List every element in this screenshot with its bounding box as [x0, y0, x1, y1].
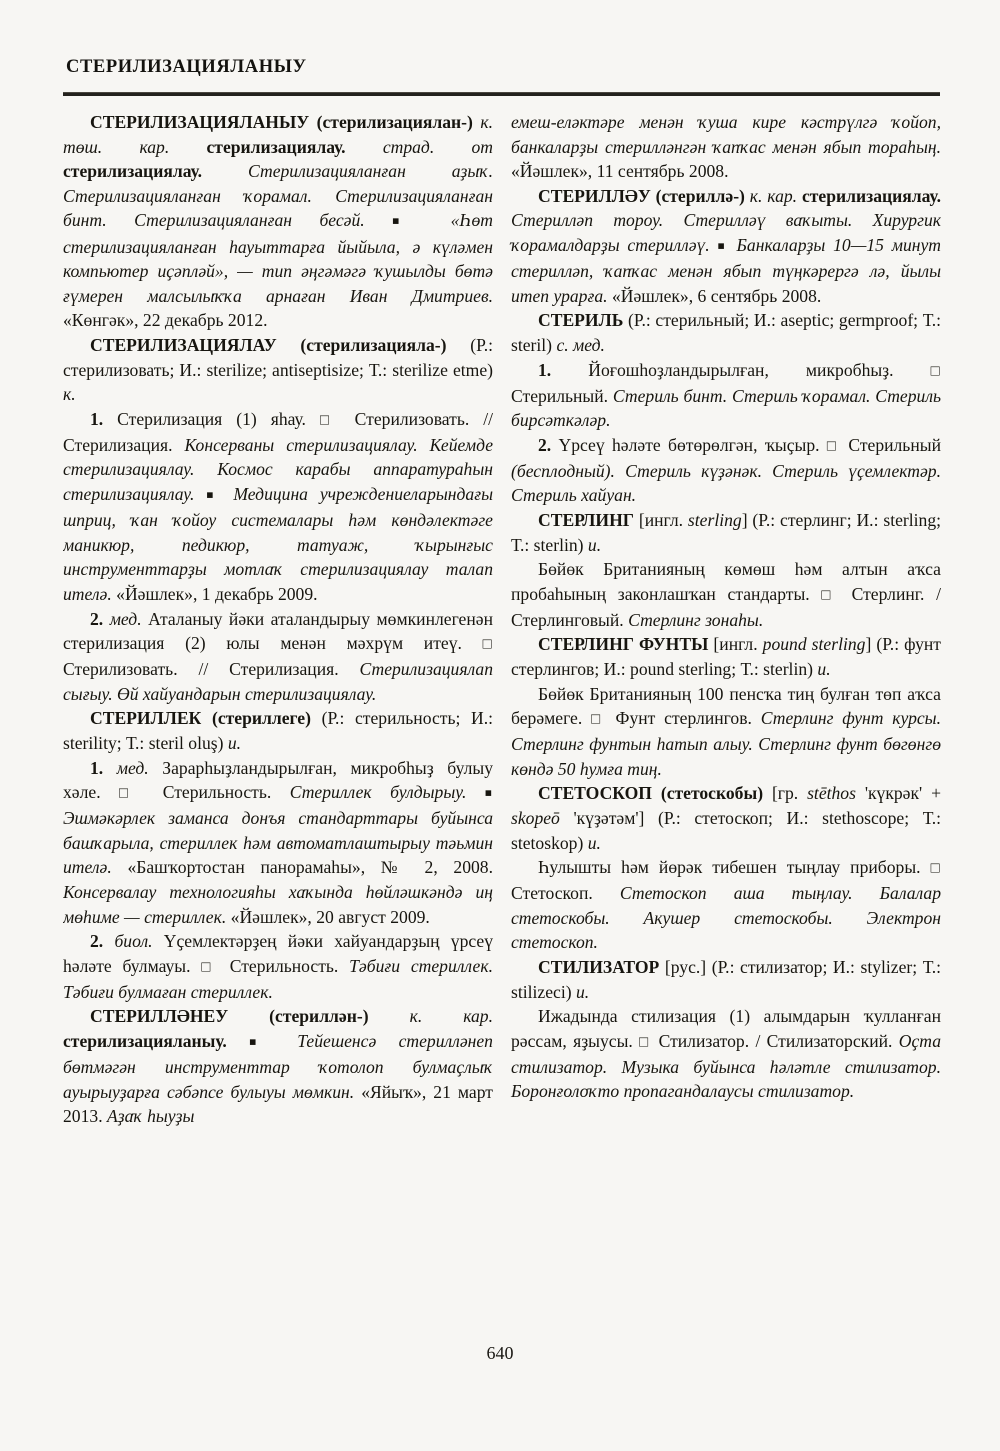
open-square-marker: □: [201, 959, 230, 976]
text-run: Медицина учреждениеларындағы шприц, ҡан ҡойоу системалары һәм көндәлектәге маникюр, педикюр, татуаж, ҡырынғыс инструменттарҙы мотлаҡ стерилизациялау талап ителә.: [63, 483, 493, 604]
text-run: Стерлинг зонаһы.: [628, 609, 764, 630]
text-run: [ингл.: [638, 509, 688, 530]
text-run: Тәбиғи стериллек. Тәбиғи булмаған стериллек.: [63, 955, 493, 1002]
text-run: stēthos: [807, 783, 865, 804]
text-run: Йоғошһоҙландырылған, микробһыҙ.: [588, 359, 931, 380]
text-run: 2.: [538, 434, 559, 455]
text-run: к.: [63, 384, 76, 405]
text-run: 2.: [90, 931, 115, 952]
text-run: sterling: [687, 509, 742, 530]
entry-paragraph: [63, 929, 493, 1004]
text-run: «Йәшлек», 11 сентябрь 2008.: [511, 161, 729, 182]
text-run: (Р.: стерилизовать; И.: sterilize; antiseptisize; Т.: sterilize etme): [63, 334, 493, 380]
open-square-marker: □: [821, 587, 852, 604]
text-run: Стерилизацияланған аҙыҡ. Стерилизацияланған ҡорамал. Стерилизацияланған бинт. Стерилизацияланған бесәй.: [63, 161, 493, 231]
entry-paragraph: [63, 1004, 493, 1129]
open-square-marker: □: [319, 412, 355, 429]
text-run: СТЕТОСКОП (стетоскобы): [538, 783, 772, 804]
text-run: Бөйөк Британияның 100 пенсҡа тиң булған төп аҡса берәмеге.: [511, 683, 941, 729]
text-run: страд. от: [382, 136, 493, 157]
text-run: (Р.: стерильность; И.: sterility; Т.: steril oluş): [63, 708, 493, 753]
text-run: Тейешенсә стерилләнеп бөтмәгән инструменттар ҡотолоп булмаҫлыҡ ауырыуҙарға сәбәпсе булыуы мөмкин.: [63, 1031, 493, 1102]
text-run: СТИЛИЗАТОР: [538, 956, 665, 977]
text-run: Үрсеү һәләте бөтөрөлгән, ҡыҫыр.: [558, 434, 827, 455]
entry-paragraph: [511, 508, 941, 557]
text-run: Стериллек булдырыу.: [289, 782, 485, 803]
text-run: (Р.: стерильный; И.: aseptic; germproof; Т.: steril): [511, 310, 941, 355]
filled-square-marker: ■: [392, 214, 451, 228]
text-run: СТЕРИЛИЗАЦИЯЛАНЫУ (стерилизациялан-): [90, 112, 481, 132]
text-run: Стерилизовать. // Стерилизация.: [63, 659, 360, 680]
open-square-marker: □: [119, 785, 163, 802]
text-run: ] (Р.: фунт стерлингов; И.: pound sterling; Т.: sterlin): [511, 634, 941, 679]
open-square-marker: □: [482, 636, 493, 653]
text-run: Стерильный.: [511, 385, 613, 406]
column-left: [63, 110, 493, 1350]
entry-paragraph: [511, 682, 941, 782]
entry-paragraph: [511, 781, 941, 855]
open-square-marker: □: [591, 711, 616, 728]
text-run: [гр.: [771, 783, 808, 804]
text-columns: [63, 110, 941, 1350]
text-run: биол.: [114, 931, 164, 952]
text-run: Консервалау технологияһы хаҡында һөйләшкәндә иң мөһиме — стериллек.: [63, 882, 493, 927]
entry-paragraph: [511, 184, 941, 309]
text-run: мед.: [116, 757, 163, 778]
text-run: «Яйыҡ», 21 март 2013.: [63, 1081, 493, 1127]
entry-paragraph: [63, 407, 493, 607]
text-run: с. мед.: [556, 334, 605, 355]
text-run: СТЕРИЛЛЕК (стериллеге): [90, 708, 322, 729]
filled-square-marker: ■: [484, 786, 493, 800]
text-run: к. кар.: [409, 1006, 493, 1027]
text-run: 'күҙәтәм'] (Р.: стетоскоп; И.: stethoscope; Т.: stetoskop): [511, 807, 941, 853]
header-divider-rule: [63, 92, 940, 96]
text-run: емеш-еләктәре менән ҡуша кире кәстрүлгә ҡойоп, банкаларҙы стерилләнгән ҡапҡас менән ябып тораһың.: [511, 112, 941, 157]
entry-paragraph: [63, 333, 493, 407]
text-run: Стерилизация (1) яһау.: [117, 408, 320, 429]
text-run: Зарарһыҙландырылған, микробһыҙ булыу хәле.: [63, 757, 494, 803]
text-run: мед.: [109, 608, 149, 629]
text-run: СТЕРИЛЛӘНЕУ (стериллән-): [90, 1006, 410, 1027]
text-run: «Көнгәк», 22 декабрь 2012.: [63, 310, 268, 331]
text-run: Стилизатор. / Стилизаторский.: [658, 1030, 899, 1051]
entry-paragraph: [511, 1004, 941, 1104]
text-run: pound sterling: [762, 634, 866, 655]
text-run: Стетоскоп аша тыңлау. Балалар стетоскобы. Акушер стетоскобы. Электрон стетоскоп.: [511, 883, 941, 953]
entry-paragraph: [63, 756, 493, 930]
entry-paragraph: [511, 557, 941, 632]
entry-paragraph: [511, 110, 941, 184]
text-run: Үҫемлектәрҙең йәки хайуандарҙың үрсеү һәләте булмауы.: [63, 931, 494, 976]
text-run: Стериль бинт. Стериль ҡорамал. Стериль бирсәткәләр.: [511, 385, 941, 431]
text-run: стерилизациялау.: [801, 185, 941, 206]
filled-square-marker: ■: [717, 239, 737, 253]
open-square-marker: □: [826, 438, 849, 455]
text-run: СТЕРЛИНГ ФУНТЫ: [538, 634, 714, 655]
text-run: Стерилизовать. // Стерилизация.: [63, 408, 493, 455]
text-run: СТЕРИЛЬ: [538, 310, 628, 331]
text-run: Стерилизациялап сығыу. Өй хайуандарын стерилизациялау.: [63, 659, 493, 704]
open-square-marker: □: [930, 362, 941, 379]
entry-paragraph: [511, 433, 941, 508]
text-run: «Йәшлек», 20 август 2009.: [230, 906, 430, 927]
text-run: Эшмәкәрлек заманса донъя стандарттары буйынса башҡарыла, стериллек һәм автоматлаштырыу тәьмин ителә.: [63, 808, 493, 878]
text-run: 'күкрәк' +: [864, 783, 941, 804]
text-run: Банкаларҙы 10—15 минут стерилләп, ҡапҡас менән ябып түңкәрергә лә, йылы итеп урарға.: [511, 234, 941, 306]
text-run: 2.: [90, 608, 110, 629]
entry-paragraph: [511, 308, 941, 357]
text-run: и.: [817, 658, 831, 679]
text-run: [рус.] (Р.: стилизатор; И.: stylizer; Т.: stilizeci): [511, 956, 941, 1002]
text-run: к. төш. кар.: [63, 112, 493, 157]
open-square-marker: □: [930, 860, 941, 877]
entry-paragraph: [511, 855, 941, 955]
text-run: и.: [575, 981, 590, 1002]
page-number: 640: [486, 1343, 514, 1363]
text-run: стерилизациялау.: [63, 161, 248, 182]
text-run: Ижадында стилизация (1) алымдарын ҡулланған рәссам, яҙыусы.: [511, 1006, 941, 1051]
running-head: СТЕРИЛИЗАЦИЯЛАНЫУ: [66, 57, 307, 77]
filled-square-marker: ■: [206, 488, 234, 502]
text-run: Консерваны стерилизациялау. Кейемде стерилизациялау. Космос карабы аппаратураһын стерилизациялау.: [63, 434, 494, 504]
text-run: «Башҡортостан панорамаһы», № 2, 2008.: [127, 857, 494, 878]
text-run: 1.: [90, 757, 117, 778]
text-run: «Йәшлек», 1 декабрь 2009.: [116, 583, 318, 604]
entry-paragraph: [511, 955, 941, 1004]
text-run: 1.: [538, 359, 589, 380]
entry-paragraph: [511, 632, 941, 681]
text-run: Аҙаҡ һыуҙы: [106, 1106, 195, 1127]
text-run: СТЕРЛИНГ: [538, 509, 639, 530]
text-run: Стерлинг фунт курсы. Стерлинг фунтын һатып алыу. Стерлинг фунт бөгөнгө көндә 50 һумға тиң.: [511, 708, 941, 779]
text-run: Оҫта стилизатор. Музыка буйынса һәләтле стилизатор. Боронғолоҡто пропагандалаусы стилизатор.: [511, 1030, 941, 1102]
text-run: Стерлинг. / Стерлинговый.: [511, 583, 941, 630]
text-run: Һулышты һәм йөрәк тибешен тыңлау приборы.: [538, 857, 931, 878]
text-run: и.: [587, 832, 601, 853]
open-square-marker: □: [639, 1034, 659, 1051]
text-run: Фунт стерлингов.: [615, 708, 761, 729]
text-run: стерилизацияланыу.: [63, 1031, 250, 1052]
text-run: к. кар.: [749, 185, 802, 206]
filled-square-marker: ■: [249, 1035, 298, 1049]
text-run: ] (Р.: стерлинг; И.: sterling; Т.: sterlin): [511, 509, 941, 555]
text-run: Аталаныу йәки аталандырыу мөмкинлегенән стерилизация (2) юлы менән мәхрүм итеү.: [63, 608, 494, 654]
text-run: skopeō: [511, 807, 574, 828]
text-run: и.: [587, 534, 602, 555]
text-run: Стетоскоп.: [511, 883, 620, 904]
text-run: «Һөт стерилизацияланған һауыттарға йыйыла, ә күләмен компьютер иҫәпләй», — тип әңгәмәгә ҡушылды бөтә ғүмерен малсылыҡҡа арнаған Иван Дмитриев.: [63, 210, 493, 306]
text-run: Стерильный: [848, 434, 941, 455]
text-run: Стерильность.: [162, 782, 290, 803]
text-run: Бөйөк Британияның көмөш һәм алтын аҡса пробаһының законлашҡан стандарты.: [511, 559, 941, 604]
text-run: и.: [227, 732, 242, 753]
text-run: стерилизациялау.: [206, 136, 383, 157]
text-run: Стерильность.: [229, 955, 350, 976]
entry-paragraph: [63, 706, 493, 755]
text-run: 1.: [90, 408, 118, 429]
entry-paragraph: [63, 110, 493, 333]
text-run: (бесплодный). Стериль күҙәнәк. Стериль үҫемлектәр. Стериль хайуан.: [511, 460, 941, 506]
entry-paragraph: [511, 358, 941, 433]
entry-paragraph: [63, 607, 493, 707]
text-run: Стерилләп тороу. Стерилләү ваҡыты. Хирургик ҡорамалдарҙы стерилләү.: [511, 210, 941, 255]
text-run: [ингл.: [713, 634, 763, 655]
text-run: СТЕРИЛИЗАЦИЯЛАУ (стерилизацияла-): [90, 334, 471, 355]
column-right: [511, 110, 941, 1350]
text-run: СТЕРИЛЛӘУ (стериллә-): [538, 185, 750, 206]
text-run: «Йәшлек», 6 сентябрь 2008.: [611, 285, 822, 306]
